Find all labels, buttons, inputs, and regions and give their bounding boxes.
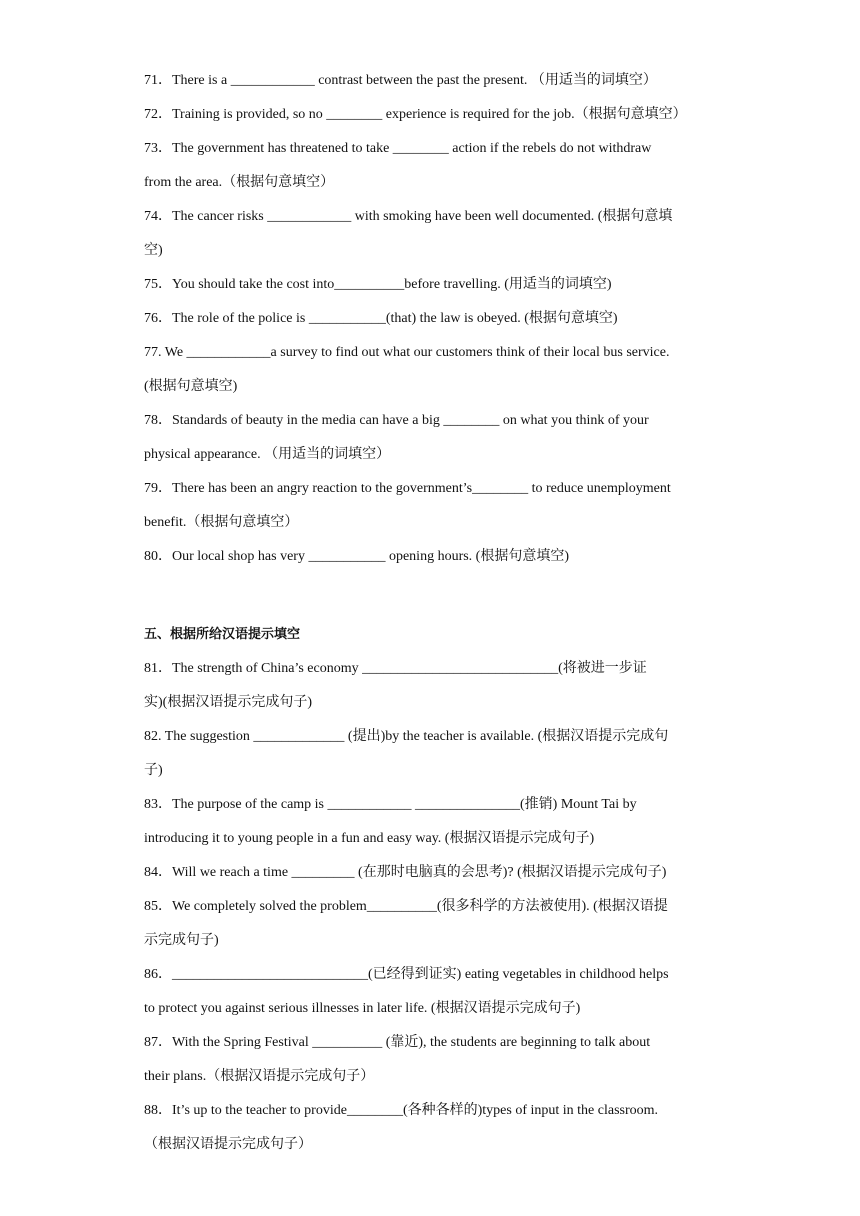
- question-88-continued: （根据汉语提示完成句子）: [144, 1137, 312, 1152]
- question-85: 85．We completely solved the problem__________(很多科学的方法被使用). (根据汉语提: [144, 899, 668, 914]
- question-87-continued: their plans.（根据汉语提示完成句子）: [144, 1069, 375, 1084]
- question-86: 86．____________________________(已经得到证实) eating vegetables in childhood helps: [144, 967, 669, 982]
- question-75: 75．You should take the cost into__________before travelling. (用适当的词填空): [144, 277, 612, 292]
- question-80: 80．Our local shop has very ___________ opening hours. (根据句意填空): [144, 549, 570, 564]
- question-85-continued: 示完成句子): [144, 933, 219, 948]
- question-74: 74．The cancer risks ____________ with smoking have been well documented. (根据句意填: [144, 209, 673, 224]
- question-86-continued: to protect you against serious illnesses in later life. (根据汉语提示完成句子): [144, 1001, 581, 1016]
- question-71: 71．There is a ____________ contrast between the past the present. （用适当的词填空）: [144, 73, 657, 88]
- question-81-continued: 实)(根据汉语提示完成句子): [144, 695, 312, 710]
- question-76: 76．The role of the police is ___________(that) the law is obeyed. (根据句意填空): [144, 311, 618, 326]
- question-82: 82. The suggestion _____________ (提出)by the teacher is available. (根据汉语提示完成句: [144, 729, 669, 744]
- question-82-continued: 子): [144, 763, 163, 778]
- question-88: 88．It’s up to the teacher to provide________(各种各样的)types of input in the classroom.: [144, 1103, 659, 1118]
- question-79: 79．There has been an angry reaction to the government’s________ to reduce unemployment: [144, 481, 671, 496]
- question-73: 73．The government has threatened to take ________ action if the rebels do not withdraw: [144, 141, 652, 156]
- question-77-continued: (根据句意填空): [144, 379, 238, 394]
- section-title: 五、根据所给汉语提示填空: [144, 627, 301, 642]
- section-gap: [144, 574, 720, 618]
- question-77: 77. We ____________a survey to find out what our customers think of their local bus service.: [144, 345, 670, 360]
- question-84: 84．Will we reach a time _________ (在那时电脑真的会思考)? (根据汉语提示完成句子): [144, 865, 667, 880]
- question-78-continued: physical appearance. （用适当的词填空）: [144, 447, 391, 462]
- exercise-content: [144, 64, 720, 1162]
- question-78: 78．Standards of beauty in the media can have a big ________ on what you think of your: [144, 413, 649, 428]
- question-72: 72．Training is provided, so no ________ experience is required for the job.（根据句意填空）: [144, 107, 687, 122]
- question-87: 87．With the Spring Festival __________ (靠近), the students are beginning to talk about: [144, 1035, 651, 1050]
- question-81: 81．The strength of China’s economy ____________________________(将被进一步证: [144, 661, 647, 676]
- question-74-continued: 空): [144, 243, 163, 258]
- question-83-continued: introducing it to young people in a fun and easy way. (根据汉语提示完成句子): [144, 831, 595, 846]
- question-83: 83．The purpose of the camp is ____________ _______________(推销) Mount Tai by: [144, 797, 637, 812]
- question-79-continued: benefit.（根据句意填空）: [144, 515, 299, 530]
- question-73-continued: from the area.（根据句意填空）: [144, 175, 335, 190]
